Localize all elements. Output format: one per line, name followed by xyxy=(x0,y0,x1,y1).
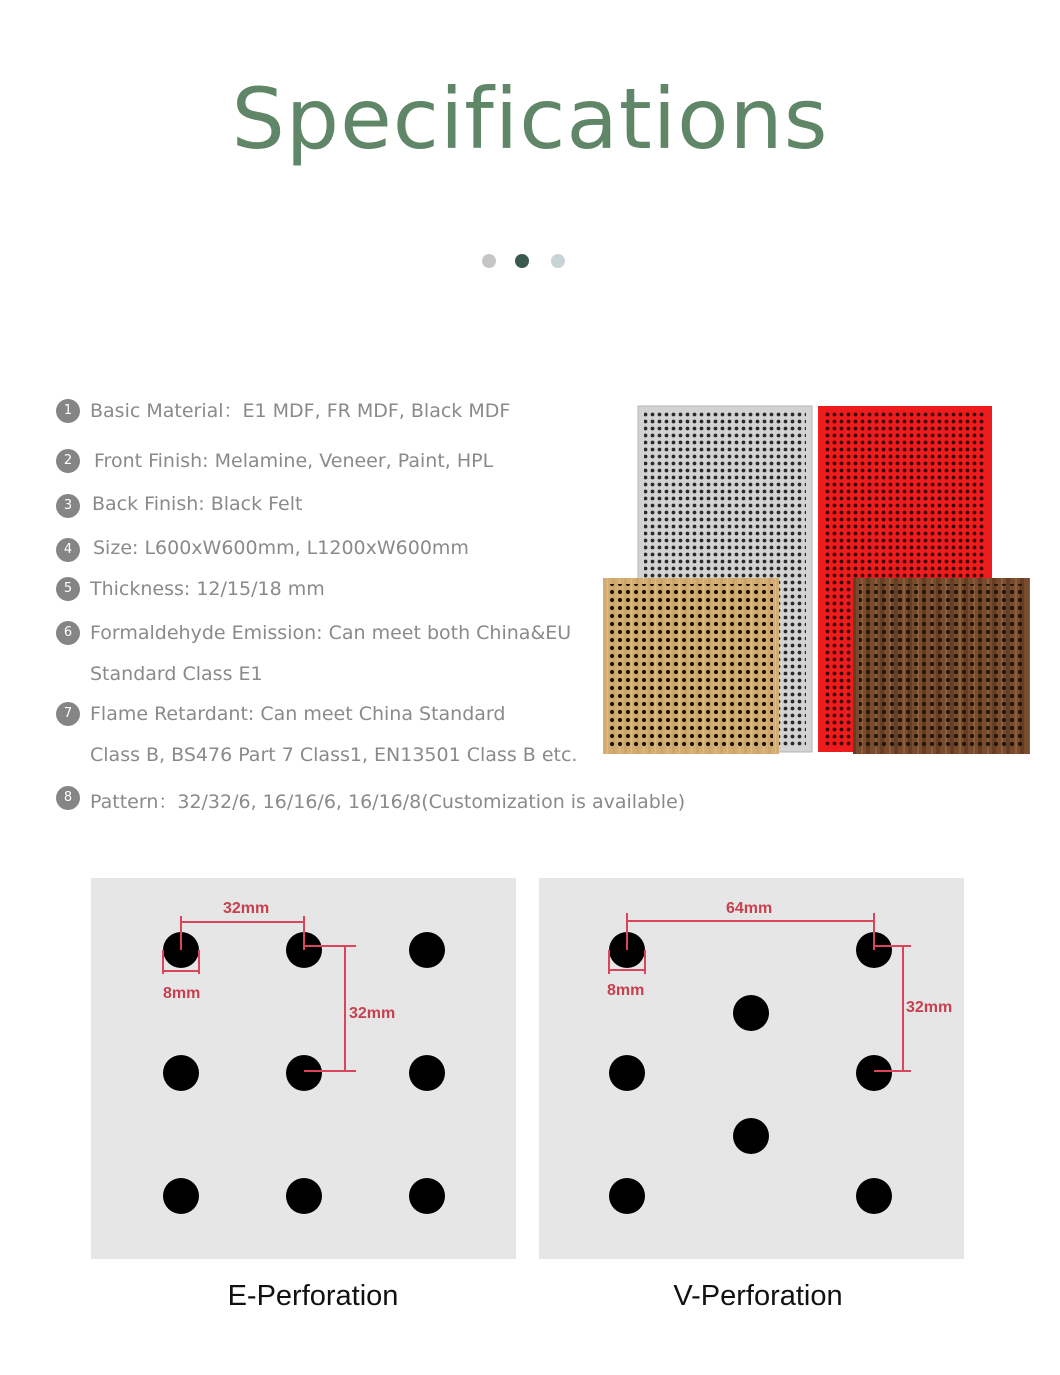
spec-number-badge: 7 xyxy=(56,702,80,726)
spec-number-badge: 1 xyxy=(56,399,80,423)
spec-number-badge: 3 xyxy=(56,494,80,518)
carousel-dot-3[interactable] xyxy=(551,254,565,268)
dim-label-hole: 8mm xyxy=(607,982,645,999)
spec-text: Size: L600xW600mm, L1200xW600mm xyxy=(93,537,469,559)
hole xyxy=(163,1178,199,1214)
dim-label-hole: 8mm xyxy=(163,985,201,1002)
product-panels-image xyxy=(600,404,1032,756)
spec-text: Basic Material：E1 MDF, FR MDF, Black MDF xyxy=(90,400,511,422)
hole xyxy=(409,1178,445,1214)
spec-text-continued: Class B, BS476 Part 7 Class1, EN13501 Class B etc. xyxy=(90,744,578,766)
spec-text: Flame Retardant: Can meet China Standard xyxy=(90,703,506,725)
spec-text: Back Finish: Black Felt xyxy=(92,493,303,515)
e-perforation-diagram xyxy=(91,878,516,1259)
hole xyxy=(609,1055,645,1091)
spec-text: Formaldehyde Emission: Can meet both China&EU xyxy=(90,622,572,644)
carousel-dot-1[interactable] xyxy=(482,254,496,268)
spec-number-badge: 4 xyxy=(56,538,80,562)
dim-label-vertical: 32mm xyxy=(349,1005,396,1022)
hole xyxy=(733,1118,769,1154)
spec-number-badge: 6 xyxy=(56,621,80,645)
spec-text: Pattern：32/32/6, 16/16/6, 16/16/8(Customization is available) xyxy=(90,791,686,813)
dim-label-vertical: 32mm xyxy=(906,999,953,1016)
dim-label-horizontal: 64mm xyxy=(726,900,773,917)
spec-number-badge: 5 xyxy=(56,577,80,601)
hole xyxy=(286,1055,322,1091)
hole xyxy=(733,995,769,1031)
spec-number-badge: 8 xyxy=(56,786,80,810)
hole xyxy=(856,1055,892,1091)
v-perforation-diagram xyxy=(539,878,964,1259)
spec-text-continued: Standard Class E1 xyxy=(90,663,263,685)
carousel-dot-2[interactable] xyxy=(515,254,529,268)
hole xyxy=(856,1178,892,1214)
dim-label-horizontal: 32mm xyxy=(223,900,270,917)
spec-text: Front Finish: Melamine, Veneer, Paint, HPL xyxy=(94,450,494,472)
hole xyxy=(609,1178,645,1214)
v-perforation-label: V-Perforation xyxy=(673,1280,843,1312)
hole xyxy=(409,932,445,968)
spec-number-badge: 2 xyxy=(56,449,80,473)
e-perforation-label: E-Perforation xyxy=(227,1280,399,1312)
hole xyxy=(409,1055,445,1091)
hole xyxy=(286,1178,322,1214)
hole xyxy=(163,1055,199,1091)
spec-text: Thickness: 12/15/18 mm xyxy=(90,578,325,600)
page-title: Specifications xyxy=(231,70,829,168)
